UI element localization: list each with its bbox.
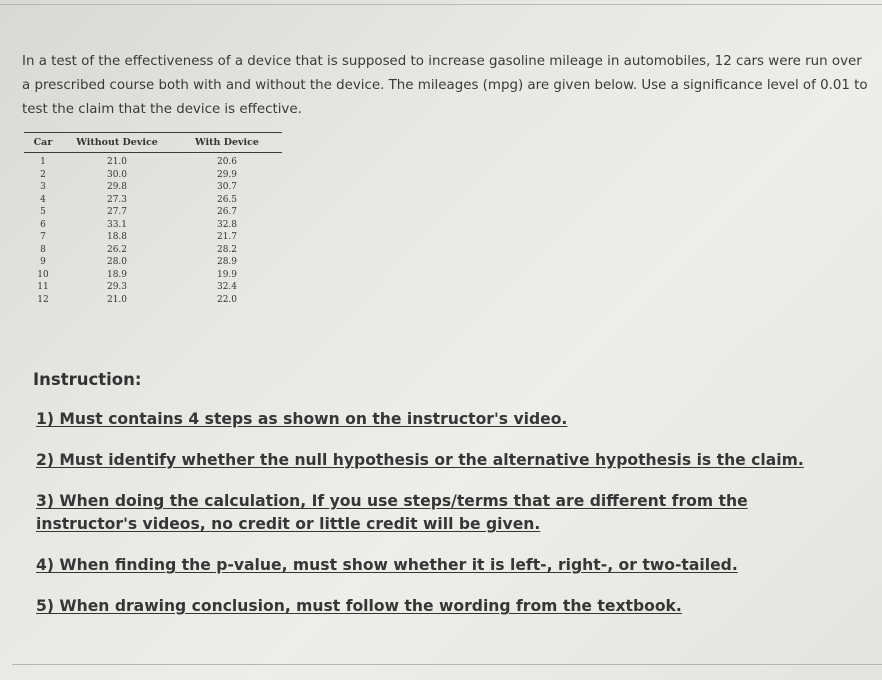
cell-car: 12 [37,294,49,305]
cell-without-device: 21.0 [106,157,128,167]
cell-car: 5 [40,207,46,217]
cell-without-device: 26.2 [106,244,128,255]
table-row [24,244,282,257]
table-row [24,256,282,269]
problem-statement: In a test of the effectiveness of a device that is supposed to increase gasoline mileage in automobiles, 12 cars were run over a prescribed course both with and without the device. The mileages (mpg) are given below. Use a significance level of 0.01 to test the claim that the device is effective. [22,54,868,117]
top-divider [0,4,882,5]
cell-with-device: 28.2 [216,244,238,255]
header-car: Car [24,133,62,153]
table-row [24,231,282,244]
cell-car: 10 [37,269,49,280]
cell-without-device: 33.1 [106,219,128,230]
cell-with-device: 26.5 [216,194,238,205]
cell-car: 2 [40,169,46,180]
cell-without-device: 29.3 [106,282,128,292]
instruction-heading: Instruction: [33,370,142,389]
header-without-device: Without Device [62,133,172,153]
cell-car: 6 [40,219,46,230]
table-row [24,269,282,282]
cell-with-device: 32.4 [216,282,238,292]
table-row [24,169,282,182]
table-row [24,281,282,294]
cell-car: 1 [40,157,46,167]
cell-without-device: 29.8 [106,182,128,192]
table-row [24,294,282,307]
header-with-device: With Device [172,133,282,153]
cell-without-device: 30.0 [106,169,128,180]
cell-with-device: 20.6 [216,157,238,167]
cell-without-device: 27.3 [106,194,128,205]
cell-without-device: 21.0 [106,294,128,305]
bottom-divider [12,664,882,665]
cell-with-device: 28.9 [216,257,238,267]
table-header-row [24,133,282,153]
cell-car: 7 [40,232,46,242]
table-row [24,219,282,232]
instruction-item: 4) When finding the p-value, must show whether it is left-, right-, or two-tailed. [36,556,738,574]
cell-with-device: 30.7 [216,182,238,192]
instruction-item: 5) When drawing conclusion, must follow the wording from the textbook. [36,597,682,615]
table-row [24,153,282,169]
cell-without-device: 18.9 [106,269,128,280]
cell-car: 9 [40,257,46,267]
cell-with-device: 32.8 [216,219,238,230]
instruction-item: 2) Must identify whether the null hypothesis or the alternative hypothesis is the claim. [36,451,804,469]
instruction-item: 1) Must contains 4 steps as shown on the instructor's video. [36,410,568,428]
cell-with-device: 21.7 [216,232,238,242]
table-row [24,181,282,194]
instruction-item: 3) When doing the calculation, If you use steps/terms that are different from the instructor's videos, no credit or little credit will be given. [36,492,748,533]
cell-with-device: 19.9 [216,269,238,280]
cell-car: 8 [40,244,46,255]
table-row [24,206,282,219]
cell-car: 11 [37,282,49,292]
cell-without-device: 27.7 [106,207,128,217]
cell-with-device: 29.9 [216,169,238,180]
cell-with-device: 22.0 [216,294,238,305]
instruction-list [36,408,836,636]
cell-without-device: 28.0 [106,257,128,267]
cell-without-device: 18.8 [106,232,128,242]
cell-with-device: 26.7 [216,207,238,217]
cell-car: 3 [40,182,46,192]
table-row [24,194,282,207]
mileage-table [24,132,282,306]
cell-car: 4 [40,194,46,205]
